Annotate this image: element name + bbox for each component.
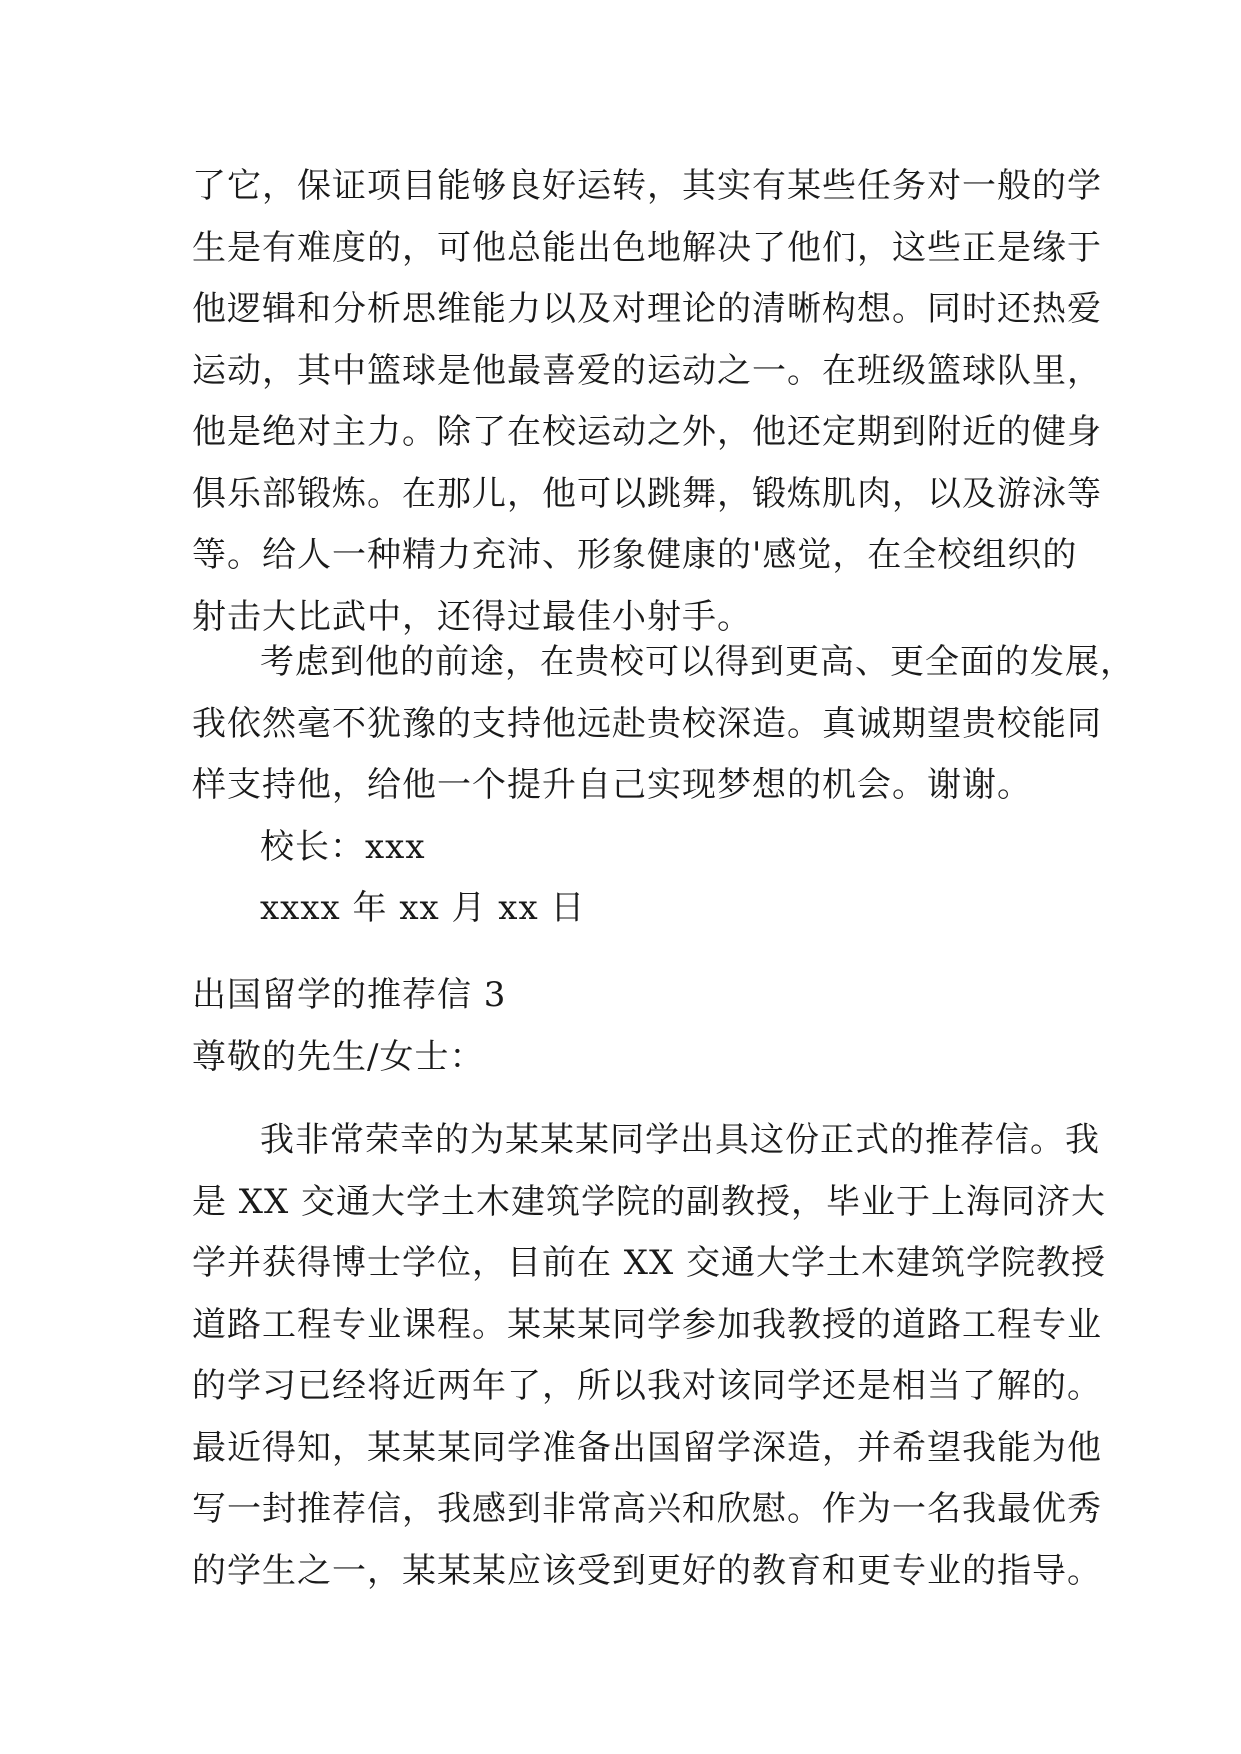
paragraph-line: 他逻辑和分析思维能力以及对理论的清晰构想。同时还热爱 [192,289,1102,329]
paragraph-line: 我依然毫不犹豫的支持他远赴贵校深造。真诚期望贵校能同 [192,703,1102,744]
paragraph-line: 学并获得博士学位，目前在 XX 交通大学土木建筑学院教授 [192,1243,1107,1283]
paragraph-line: 的学习已经将近两年了，所以我对该同学还是相当了解的。 [192,1366,1102,1406]
continued-paragraph [192,156,1102,648]
paragraph-line: 生是有难度的，可他总能出色地解决了他们，这些正是缘于 [192,227,1102,268]
salutation: 尊敬的先生/女士： [192,1036,485,1077]
paragraph-line: 道路工程专业课程。某某某同学参加我教授的道路工程专业 [192,1304,1102,1345]
paragraph-line: 了它，保证项目能够良好运转，其实有某些任务对一般的学 [192,166,1102,206]
paragraph-line: 写一封推荐信，我感到非常高兴和欣慰。作为一名我最优秀 [192,1489,1102,1529]
paragraph-line: 运动，其中篮球是他最喜爱的运动之一。在班级篮球队里， [192,350,1102,391]
section-title: 出国留学的推荐信 3 [192,975,507,1015]
date: xxxx 年 xx 月 xx 日 [260,888,586,928]
paragraph-line: 他是绝对主力。除了在校运动之外，他还定期到附近的健身 [192,412,1102,452]
paragraph-line: 我非常荣幸的为某某某同学出具这份正式的推荐信。我 [260,1120,1100,1160]
closing-paragraph [192,632,1135,940]
letter-heading [192,965,1072,1088]
signature: 校长：xxx [260,826,426,867]
paragraph-line: 是 XX 交通大学土木建筑学院的副教授，毕业于上海同济大 [192,1181,1107,1222]
paragraph-line: 射击大比武中，还得过最佳小射手。 [192,596,752,637]
paragraph-line: 俱乐部锻炼。在那儿，他可以跳舞，锻炼肌肉，以及游泳等 [192,473,1102,514]
letter-paragraph [192,1110,1107,1602]
paragraph-line: 考虑到他的前途，在贵校可以得到更高、更全面的发展， [260,642,1135,682]
paragraph-line: 等。给人一种精力充沛、形象健康的'感觉，在全校组织的 [192,535,1078,575]
paragraph-line: 的学生之一，某某某应该受到更好的教育和更专业的指导。 [192,1550,1102,1591]
paragraph-line: 最近得知，某某某同学准备出国留学深造，并希望我能为他 [192,1427,1102,1468]
paragraph-line: 样支持他，给他一个提升自己实现梦想的机会。谢谢。 [192,765,1032,805]
